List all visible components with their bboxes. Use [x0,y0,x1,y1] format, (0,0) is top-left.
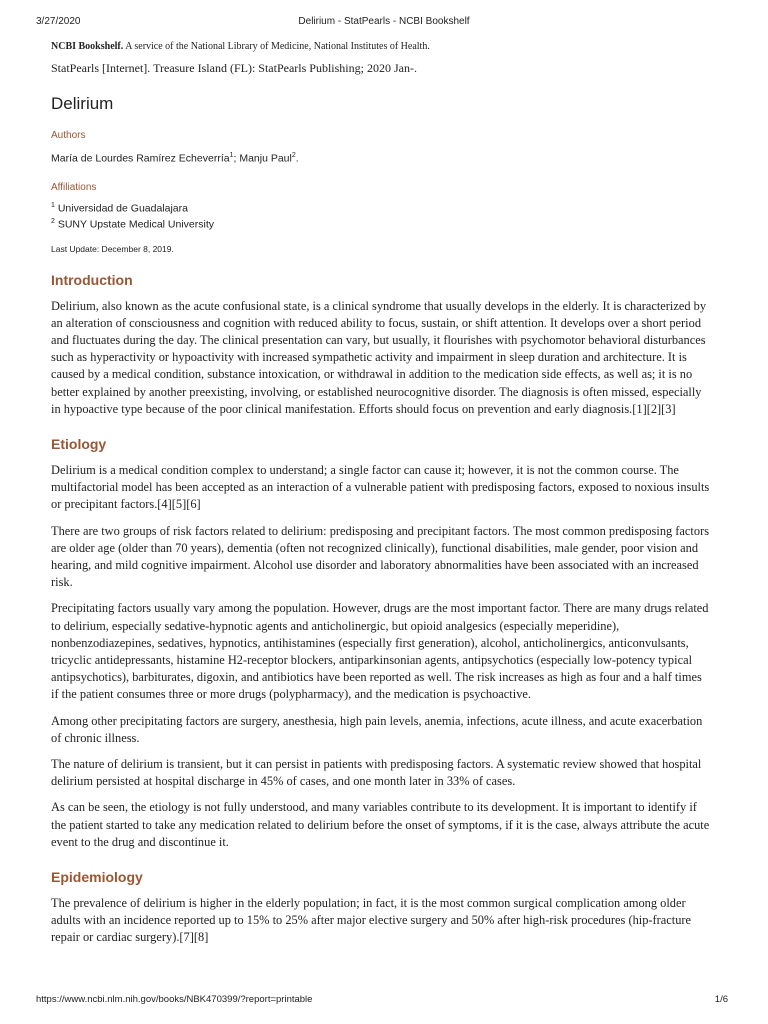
affiliation-item [51,215,711,232]
author-list [51,149,711,166]
author-list-end: . [295,152,299,165]
affiliation-item [51,199,711,216]
print-doc-title: Delirium - StatPearls - NCBI Bookshelf [298,16,470,27]
affiliation-text: SUNY Upstate Medical University [54,218,215,231]
last-update: Last Update: December 8, 2019. [51,243,174,254]
paragraph: As can be seen, the etiology is not fully understood, and many variables contribute to its development. It is important to identify if the patient started to take any medication related to delirium before the onset of symptoms, if it is the case, always attribute the acute event to the drug and discontinue it. [51,800,710,849]
print-header [36,16,732,30]
bookshelf-service: A service of the National Library of Medicine, National Institutes of Health. [123,41,430,52]
citation: StatPearls [Internet]. Treasure Island (FL): StatPearls Publishing; 2020 Jan-. [51,61,417,75]
author-name[interactable]: María de Lourdes Ramírez Echeverría [51,152,230,165]
print-url: https://www.ncbi.nlm.nih.gov/books/NBK470399/?report=printable [36,994,313,1005]
affiliation-number: 1 [51,201,55,209]
affiliations-label: Affiliations [51,181,97,193]
paragraph: The prevalence of delirium is higher in the elderly population; in fact, it is the most common surgical complication among older adults with an incidence reported up to 15% to 25% after major elective surgery and 50% after high-risk procedures (hip-fracture repair or cardiac surgery).[7][8] [51,895,692,945]
paragraph: Precipitating factors usually vary among the population. However, drugs are the most important factor. There are many drugs related to delirium, especially sedative-hypnotic agents and anticholinergic, but opioid analgesics (especially meperidine), nonbenzodiazepines, sedatives, hypnotics, antihistamines (especially first generation), alcohol, anticholinergics, anticonvulsants, tricyclic antidepressants, histamine H2-receptor blockers, antiparkinsonian agents, antipsychotics (especially low-potency typical antipsychotics), barbiturates, digoxin, and antibiotics have been reported as well. The risk increases as high as four and a half times if the patient consumes three or more drugs (polypharmacy), and the medication is psychoactive. [51,601,709,702]
authors-label: Authors [51,130,86,141]
author-separator: ; [233,152,240,165]
bookshelf-banner [51,40,711,54]
paragraph: Among other precipitating factors are surgery, anesthesia, high pain levels, anemia, infections, acute illness, and acute exacerbation of chronic illness. [51,713,703,745]
print-footer [36,994,732,1008]
affiliation-text: Universidad de Guadalajara [54,202,188,214]
section-heading-etiology: Etiology [51,435,107,452]
page-number: 1/6 [714,994,728,1005]
print-date: 3/27/2020 [36,16,81,27]
section-heading-introduction: Introduction [51,271,133,288]
page-title: Delirium [51,94,114,113]
affiliation-list [51,199,711,232]
paragraph: Delirium, also known as the acute confusional state, is a clinical syndrome that usually develops in the elderly. It is characterized by an alteration of consciousness and cognition with reduced ability to focus, sustain, or shift attention. It develops over a short period and fluctuates during the day. The clinical presentation can vary, but usually, it flourishes with psychomotor behavioral disturbances such as hyperactivity or hypoactivity with increased sympathetic activity and impairment in sleep duration and architecture. It is caused by a medical condition, substance intoxication, or withdrawal in addition to the medication side effects, as well as; it is no better explained by another preexisting, involving, or established neurocognitive disorder. The diagnosis is often missed, especially in hypoactive type because of the poor clinical manifestation. Efforts should focus on prevention and early diagnosis.[1][2][3] [51,298,707,416]
bookshelf-link[interactable]: NCBI Bookshelf. [51,41,124,52]
section-heading-epidemiology: Epidemiology [51,868,143,885]
paragraph: Delirium is a medical condition complex to understand; a single factor can cause it; however, it is not the common course. The multifactorial model has been accepted as an interaction of a vulnerable patient with predisposing factors, exposed to noxious insults or precipitant factors.[4][5][6] [51,462,710,512]
author-affil-ref: 1 [229,152,234,159]
affiliation-number: 2 [51,218,55,225]
paragraph: There are two groups of risk factors related to delirium: predisposing and precipitant factors. The most common predisposing factors are older age (older than 70 years), dementia (often not recognized clinically), functional disabilities, male gender, poor vision and hearing, and mild cognitive impairment. Alcohol use disorder and laboratory abnormalities have been associated with an increased risk. [51,523,710,590]
article [51,40,711,956]
author-affil-ref: 2 [291,152,296,159]
paragraph: The nature of delirium is transient, but it can persist in patients with predisposing factors. A systematic review showed that hospital delirium persisted at hospital discharge in 45% of cases, and one month later in 33% of cases. [51,756,702,789]
author-name[interactable]: Manju Paul [239,152,292,165]
